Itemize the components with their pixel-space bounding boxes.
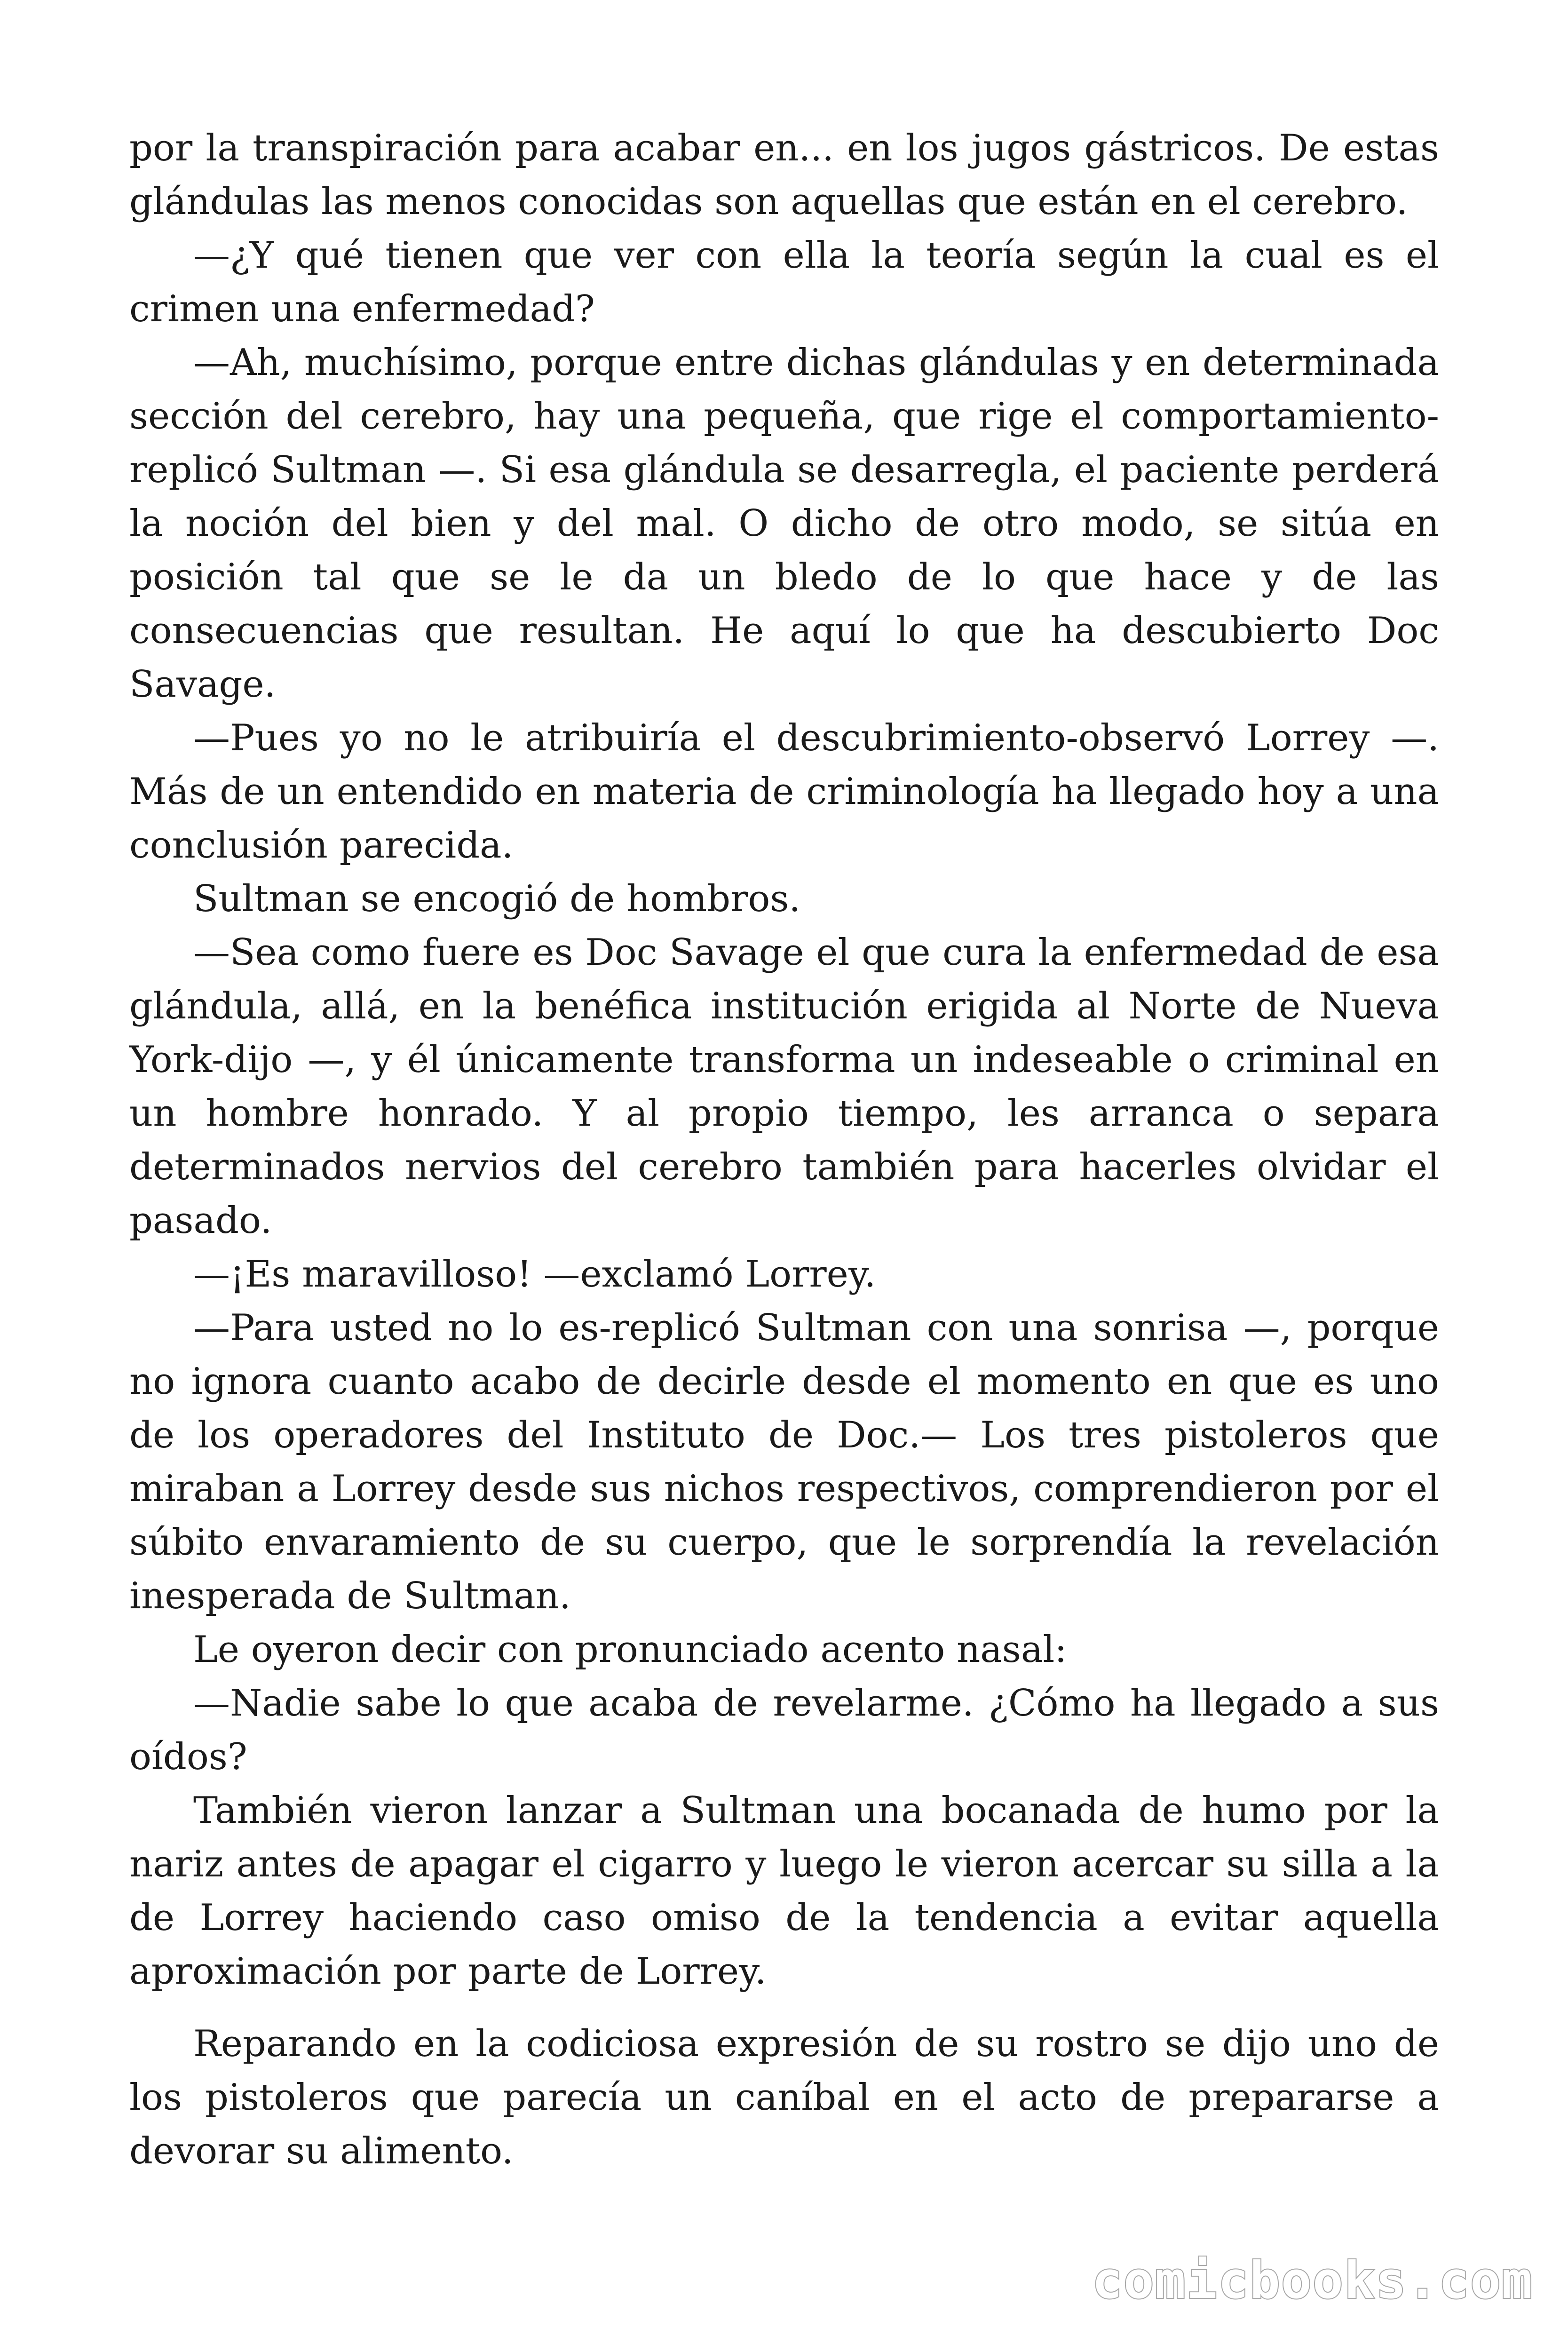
paragraph-8: —Para usted no lo es-replicó Sultman con una sonrisa —, porque no ignora cuanto acabo de decirle desde el momento en que es uno de los operadores del Instituto de Doc.— Los tres pistoleros que miraban a Lorrey desde sus nichos respectivos, comprendieron por el súbito envaramiento de su cuerpo, que le sorprendía la revelación inesperada de Sultman.	[129, 1307, 1439, 1617]
paragraph-3: —Ah, muchísimo, porque entre dichas glándulas y en determinada sección del cerebro, hay una pequeña, que rige el comportamiento-replicó Sultman —. Si esa glándula se desarregla, el paciente perderá la noción del bien y del mal. O dicho de otro modo, se sitúa en posición tal que se le da un bledo de lo que hace y de las consecuencias que resultan. He aquí lo que ha descubierto Doc Savage.	[129, 342, 1439, 706]
paragraph-10: —Nadie sabe lo que acaba de revelarme. ¿Cómo ha llegado a sus oídos?	[129, 1682, 1439, 1778]
paragraph-9: Le oyeron decir con pronunciado acento nasal:	[193, 1629, 1067, 1671]
paragraph-2: —¿Y qué tienen que ver con ella la teoría según la cual es el crimen una enfermedad?	[129, 234, 1439, 330]
paragraph-1: por la transpiración para acabar en... en los jugos gástricos. De estas glándulas las menos conocidas son aquellas que están en el cerebro.	[129, 127, 1439, 223]
paragraph-6: —Sea como fuere es Doc Savage el que cura la enfermedad de esa glándula, allá, en la benéfica institución erigida al Norte de Nueva York-dijo —, y él únicamente transforma un indeseable o criminal en un hombre honrado. Y al propio tiempo, les arranca o separa determinados nervios del cerebro también para hacerles olvidar el pasado.	[129, 931, 1439, 1242]
paragraph-4: —Pues yo no le atribuiría el descubrimiento-observó Lorrey —. Más de un entendido en materia de criminología ha llegado hoy a una conclusión parecida.	[129, 717, 1439, 866]
paragraph-7: —¡Es maravilloso! —exclamó Lorrey.	[193, 1253, 876, 1295]
page-text	[129, 121, 1439, 2178]
paragraph-12: Reparando en la codiciosa expresión de su rostro se dijo uno de los pistoleros que parecía un caníbal en el acto de prepararse a devorar su alimento.	[129, 2023, 1439, 2172]
paragraph-5: Sultman se encogió de hombros.	[193, 878, 801, 920]
watermark-logo	[1092, 2249, 1538, 2314]
watermark-text: comicbooks.com	[1092, 2251, 1533, 2310]
paragraph-11: También vieron lanzar a Sultman una bocanada de humo por la nariz antes de apagar el cigarro y luego le vieron acercar su silla a la de Lorrey haciendo caso omiso de la tendencia a evitar aquella aproximación por parte de Lorrey.	[129, 1789, 1439, 1993]
